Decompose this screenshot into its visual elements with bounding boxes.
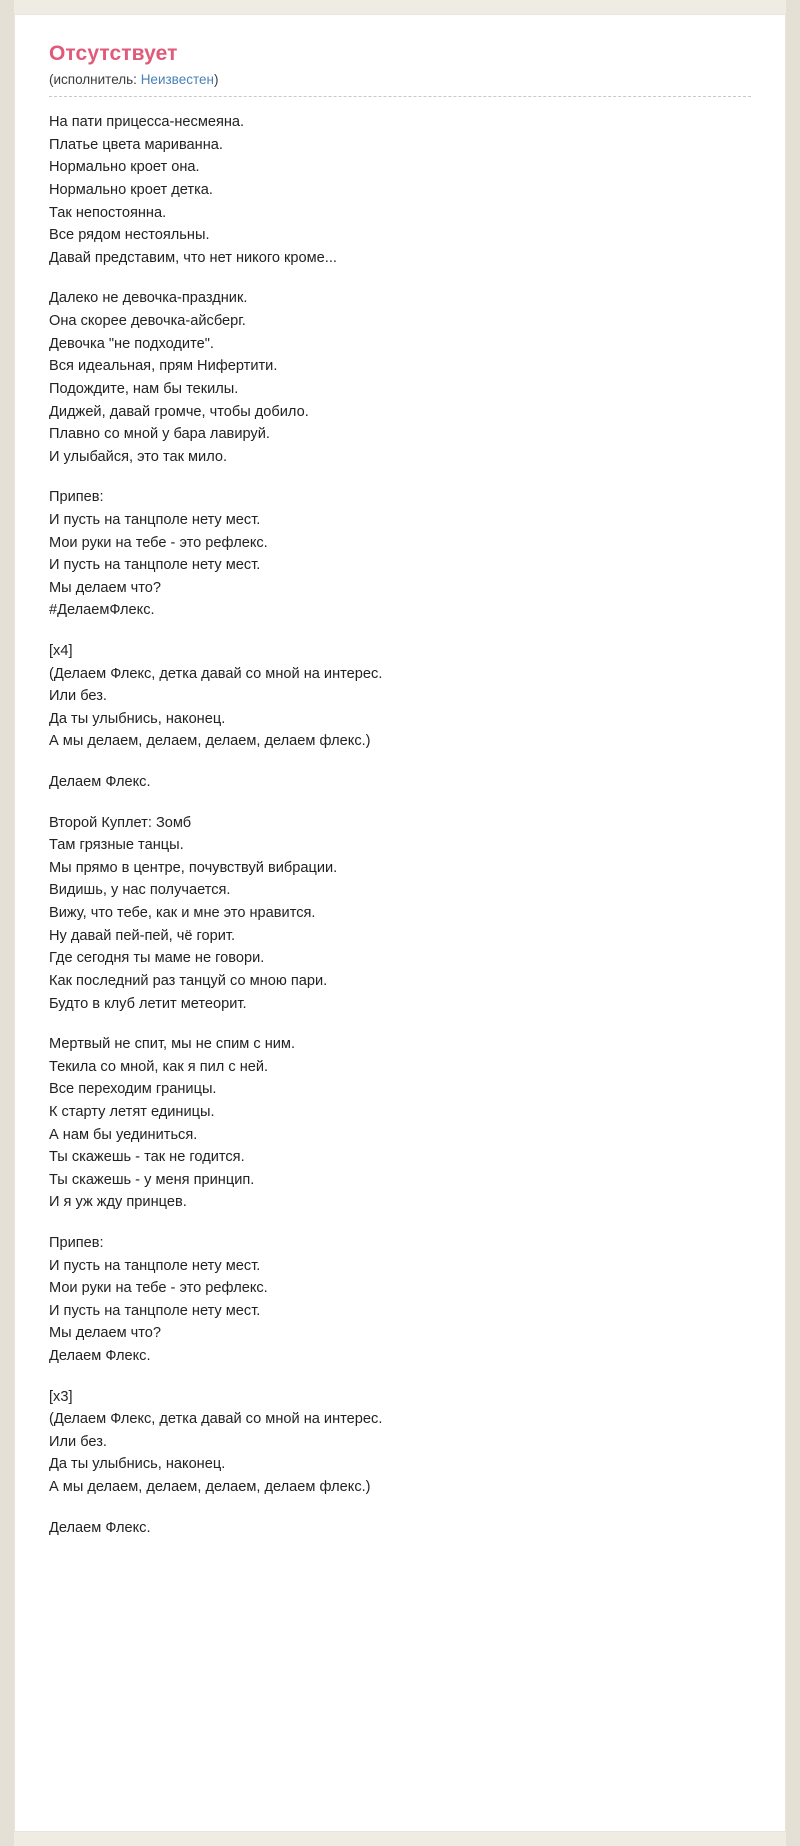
lyrics-line: Второй Куплет: Зомб	[49, 814, 192, 831]
lyrics-line: Да ты улыбнись, наконец.	[49, 1456, 226, 1473]
lyrics-line: Мои руки на тебе - это рефлекс.	[49, 534, 268, 551]
lyrics-line: Все переходим границы.	[49, 1081, 217, 1098]
lyrics-line: Будто в клуб летит метеорит.	[49, 995, 247, 1012]
lyrics-line: Мертвый не спит, мы не спим с ним.	[49, 1036, 296, 1053]
lyrics-line: Нормально кроет детка.	[49, 182, 213, 199]
lyrics-line: К старту летят единицы.	[49, 1103, 215, 1120]
lyrics-line: Там грязные танцы.	[49, 837, 184, 854]
lyrics-line: Припев:	[49, 489, 104, 506]
lyrics-stanza	[49, 640, 751, 753]
lyrics-stanza	[49, 287, 751, 468]
lyrics-line: Делаем Флекс.	[49, 774, 151, 791]
artist-link[interactable]: Неизвестен	[140, 72, 214, 88]
lyrics-line: (Делаем Флекс, детка давай со мной на интерес.	[49, 1411, 383, 1428]
lyrics-line: Текила со мной, как я пил с ней.	[49, 1058, 269, 1075]
lyrics-line: Все рядом нестояльны.	[49, 227, 210, 244]
lyrics-line: Девочка "не подходите".	[49, 335, 214, 352]
lyrics-line: И улыбайся, это так мило.	[49, 448, 228, 465]
lyrics-line: Нормально кроет она.	[49, 159, 200, 176]
artist-suffix-text: )	[213, 72, 219, 88]
lyrics-stanza	[49, 1232, 751, 1368]
lyrics-line: Ты скажешь - так не годится.	[49, 1149, 245, 1166]
lyrics-line: И пусть на танцполе нету мест.	[49, 1257, 261, 1274]
lyrics-line: Вся идеальная, прям Нифертити.	[49, 358, 278, 375]
lyrics-line: Ты скажешь - у меня принцип.	[49, 1171, 255, 1188]
lyrics-line: Она скорее девочка-айсберг.	[49, 313, 246, 330]
lyrics-body	[49, 111, 751, 1539]
lyrics-line: Далеко не девочка-праздник.	[49, 290, 248, 307]
lyrics-line: На пати прицесса-несмеяна.	[49, 114, 245, 131]
lyrics-line: Ну давай пей-пей, чё горит.	[49, 927, 236, 944]
lyrics-line: Как последний раз танцуй со мною пари.	[49, 972, 328, 989]
lyrics-stanza	[49, 812, 751, 1015]
lyrics-line: Так непостоянна.	[49, 204, 167, 221]
lyrics-line: Мои руки на тебе - это рефлекс.	[49, 1280, 268, 1297]
lyrics-line: Да ты улыбнись, наконец.	[49, 710, 226, 727]
lyrics-line: Мы прямо в центре, почувствуй вибрации.	[49, 859, 338, 876]
artist-prefix-text: (исполнитель:	[49, 72, 141, 88]
lyrics-stanza	[49, 1033, 751, 1214]
lyrics-line: (Делаем Флекс, детка давай со мной на интерес.	[49, 665, 383, 682]
lyrics-line: Плавно со мной у бара лавируй.	[49, 426, 270, 443]
lyrics-line: Мы делаем что?	[49, 579, 162, 596]
lyrics-line: Или без.	[49, 1433, 107, 1450]
lyrics-line: #ДелаемФлекс.	[49, 602, 155, 619]
lyrics-line: Делаем Флекс.	[49, 1348, 151, 1365]
lyrics-stanza	[49, 771, 751, 794]
lyrics-line: Или без.	[49, 688, 107, 705]
lyrics-line: Подождите, нам бы текилы.	[49, 380, 239, 397]
artist-line	[49, 72, 751, 97]
lyrics-line: А мы делаем, делаем, делаем, делаем флекс.)	[49, 1479, 371, 1496]
lyrics-line: Где сегодня ты маме не говори.	[49, 950, 265, 967]
lyrics-line: Видишь, у нас получается.	[49, 882, 231, 899]
lyrics-line: А нам бы уединиться.	[49, 1126, 198, 1143]
lyrics-stanza	[49, 111, 751, 269]
page-title: Отсутствует	[49, 42, 178, 65]
lyrics-stanza	[49, 486, 751, 622]
lyrics-line: Делаем Флекс.	[49, 1519, 151, 1536]
lyrics-sheet	[14, 14, 786, 1832]
lyrics-line: И пусть на танцполе нету мест.	[49, 1302, 261, 1319]
lyrics-line: Вижу, что тебе, как и мне это нравится.	[49, 905, 316, 922]
lyrics-line: И я уж жду принцев.	[49, 1194, 187, 1211]
lyrics-stanza	[49, 1517, 751, 1540]
lyrics-line: И пусть на танцполе нету мест.	[49, 511, 261, 528]
lyrics-line: Припев:	[49, 1235, 104, 1251]
lyrics-stanza	[49, 1386, 751, 1499]
lyrics-line: Давай представим, что нет никого кроме...	[49, 249, 337, 266]
lyrics-line: [x3]	[49, 1388, 73, 1405]
lyrics-line: Диджей, давай громче, чтобы добило.	[49, 403, 309, 420]
lyrics-line: Платье цвета мариванна.	[49, 136, 223, 153]
lyrics-line: Мы делаем что?	[49, 1325, 162, 1342]
lyrics-line: [x4]	[49, 642, 73, 659]
lyrics-line: И пусть на танцполе нету мест.	[49, 557, 261, 574]
lyrics-line: А мы делаем, делаем, делаем, делаем флекс.)	[49, 733, 371, 750]
